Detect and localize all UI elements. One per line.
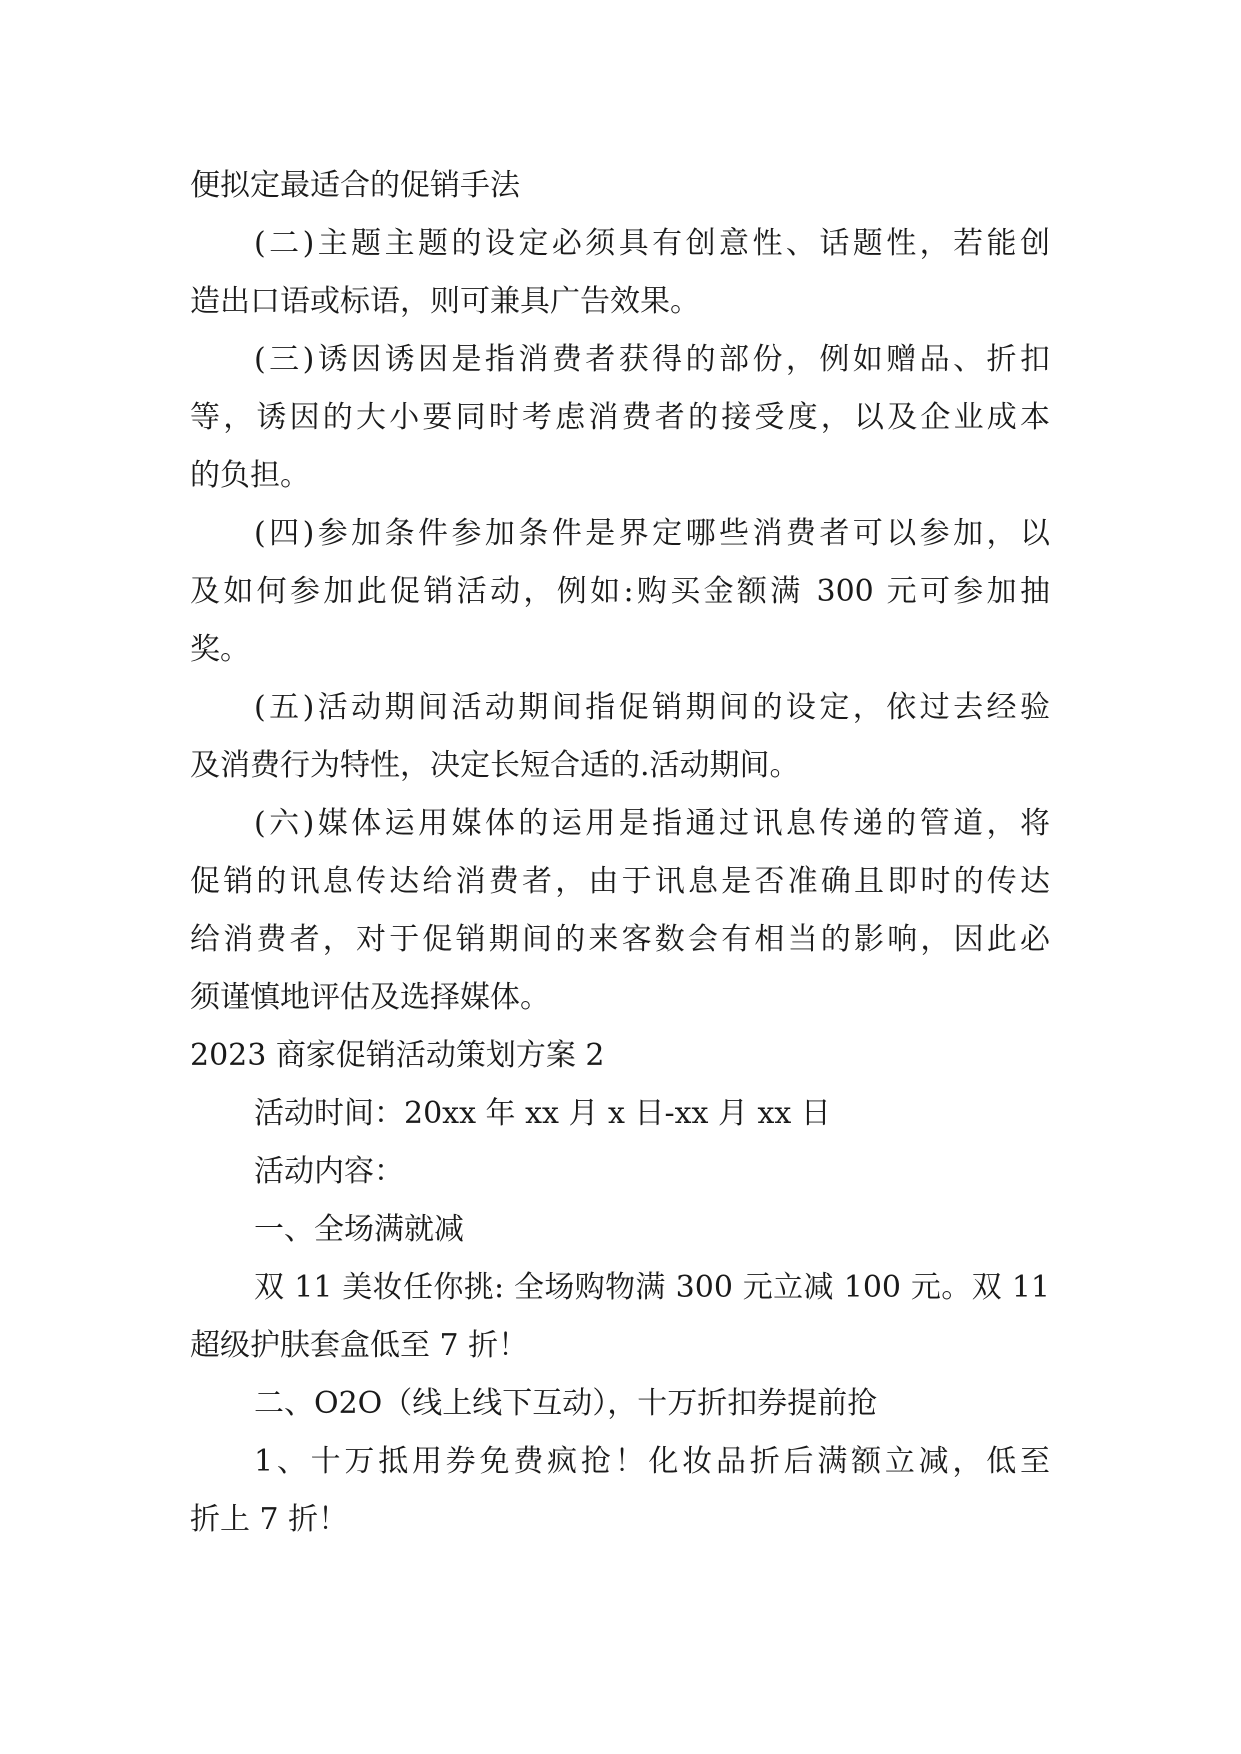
text-line: 一、全场满就减 [254, 1212, 464, 1247]
text-line: 便拟定最适合的促销手法 [190, 168, 520, 203]
text-line: 促销的讯息传达给消费者，由于讯息是否准确且即时的传达 [190, 864, 1050, 899]
text-line: (四)参加条件参加条件是界定哪些消费者可以参加，以 [254, 516, 1050, 551]
text-line: 及如何参加此促销活动，例如:购买金额满 300 元可参加抽 [190, 574, 1050, 609]
text-line: 折上 7 折！ [190, 1502, 349, 1537]
text-line: (五)活动期间活动期间指促销期间的设定，依过去经验 [254, 690, 1050, 725]
text-line: 给消费者，对于促销期间的来客数会有相当的影响，因此必 [190, 922, 1050, 957]
text-line: 及消费行为特性，决定长短合适的.活动期间。 [190, 748, 800, 783]
text-line: (六)媒体运用媒体的运用是指通过讯息传递的管道，将 [254, 806, 1050, 841]
text-line: 奖。 [190, 632, 250, 667]
text-line: 超级护肤套盒低至 7 折！ [190, 1328, 529, 1363]
text-line: 活动内容： [254, 1154, 404, 1189]
document-body [190, 157, 1050, 1549]
text-line: 二、O2O（线上线下互动），十万折扣券提前抢 [254, 1386, 878, 1421]
section-heading: 2023 商家促销活动策划方案 2 [190, 1038, 605, 1073]
text-line: 活动时间：20xx 年 xx 月 x 日-xx 月 xx 日 [254, 1096, 831, 1131]
text-line: 等，诱因的大小要同时考虑消费者的接受度，以及企业成本 [190, 400, 1050, 435]
text-line: 造出口语或标语，则可兼具广告效果。 [190, 284, 700, 319]
text-line: 双 11 美妆任你挑: 全场购物满 300 元立减 100 元。双 11 [254, 1270, 1050, 1305]
text-line: 的负担。 [190, 458, 310, 493]
text-line: (二)主题主题的设定必须具有创意性、话题性，若能创 [254, 226, 1050, 261]
text-line: 1、十万抵用券免费疯抢！化妆品折后满额立减，低至 [254, 1444, 1050, 1479]
text-line: (三)诱因诱因是指消费者获得的部份，例如赠品、折扣 [254, 342, 1050, 377]
text-line: 须谨慎地评估及选择媒体。 [190, 980, 550, 1015]
